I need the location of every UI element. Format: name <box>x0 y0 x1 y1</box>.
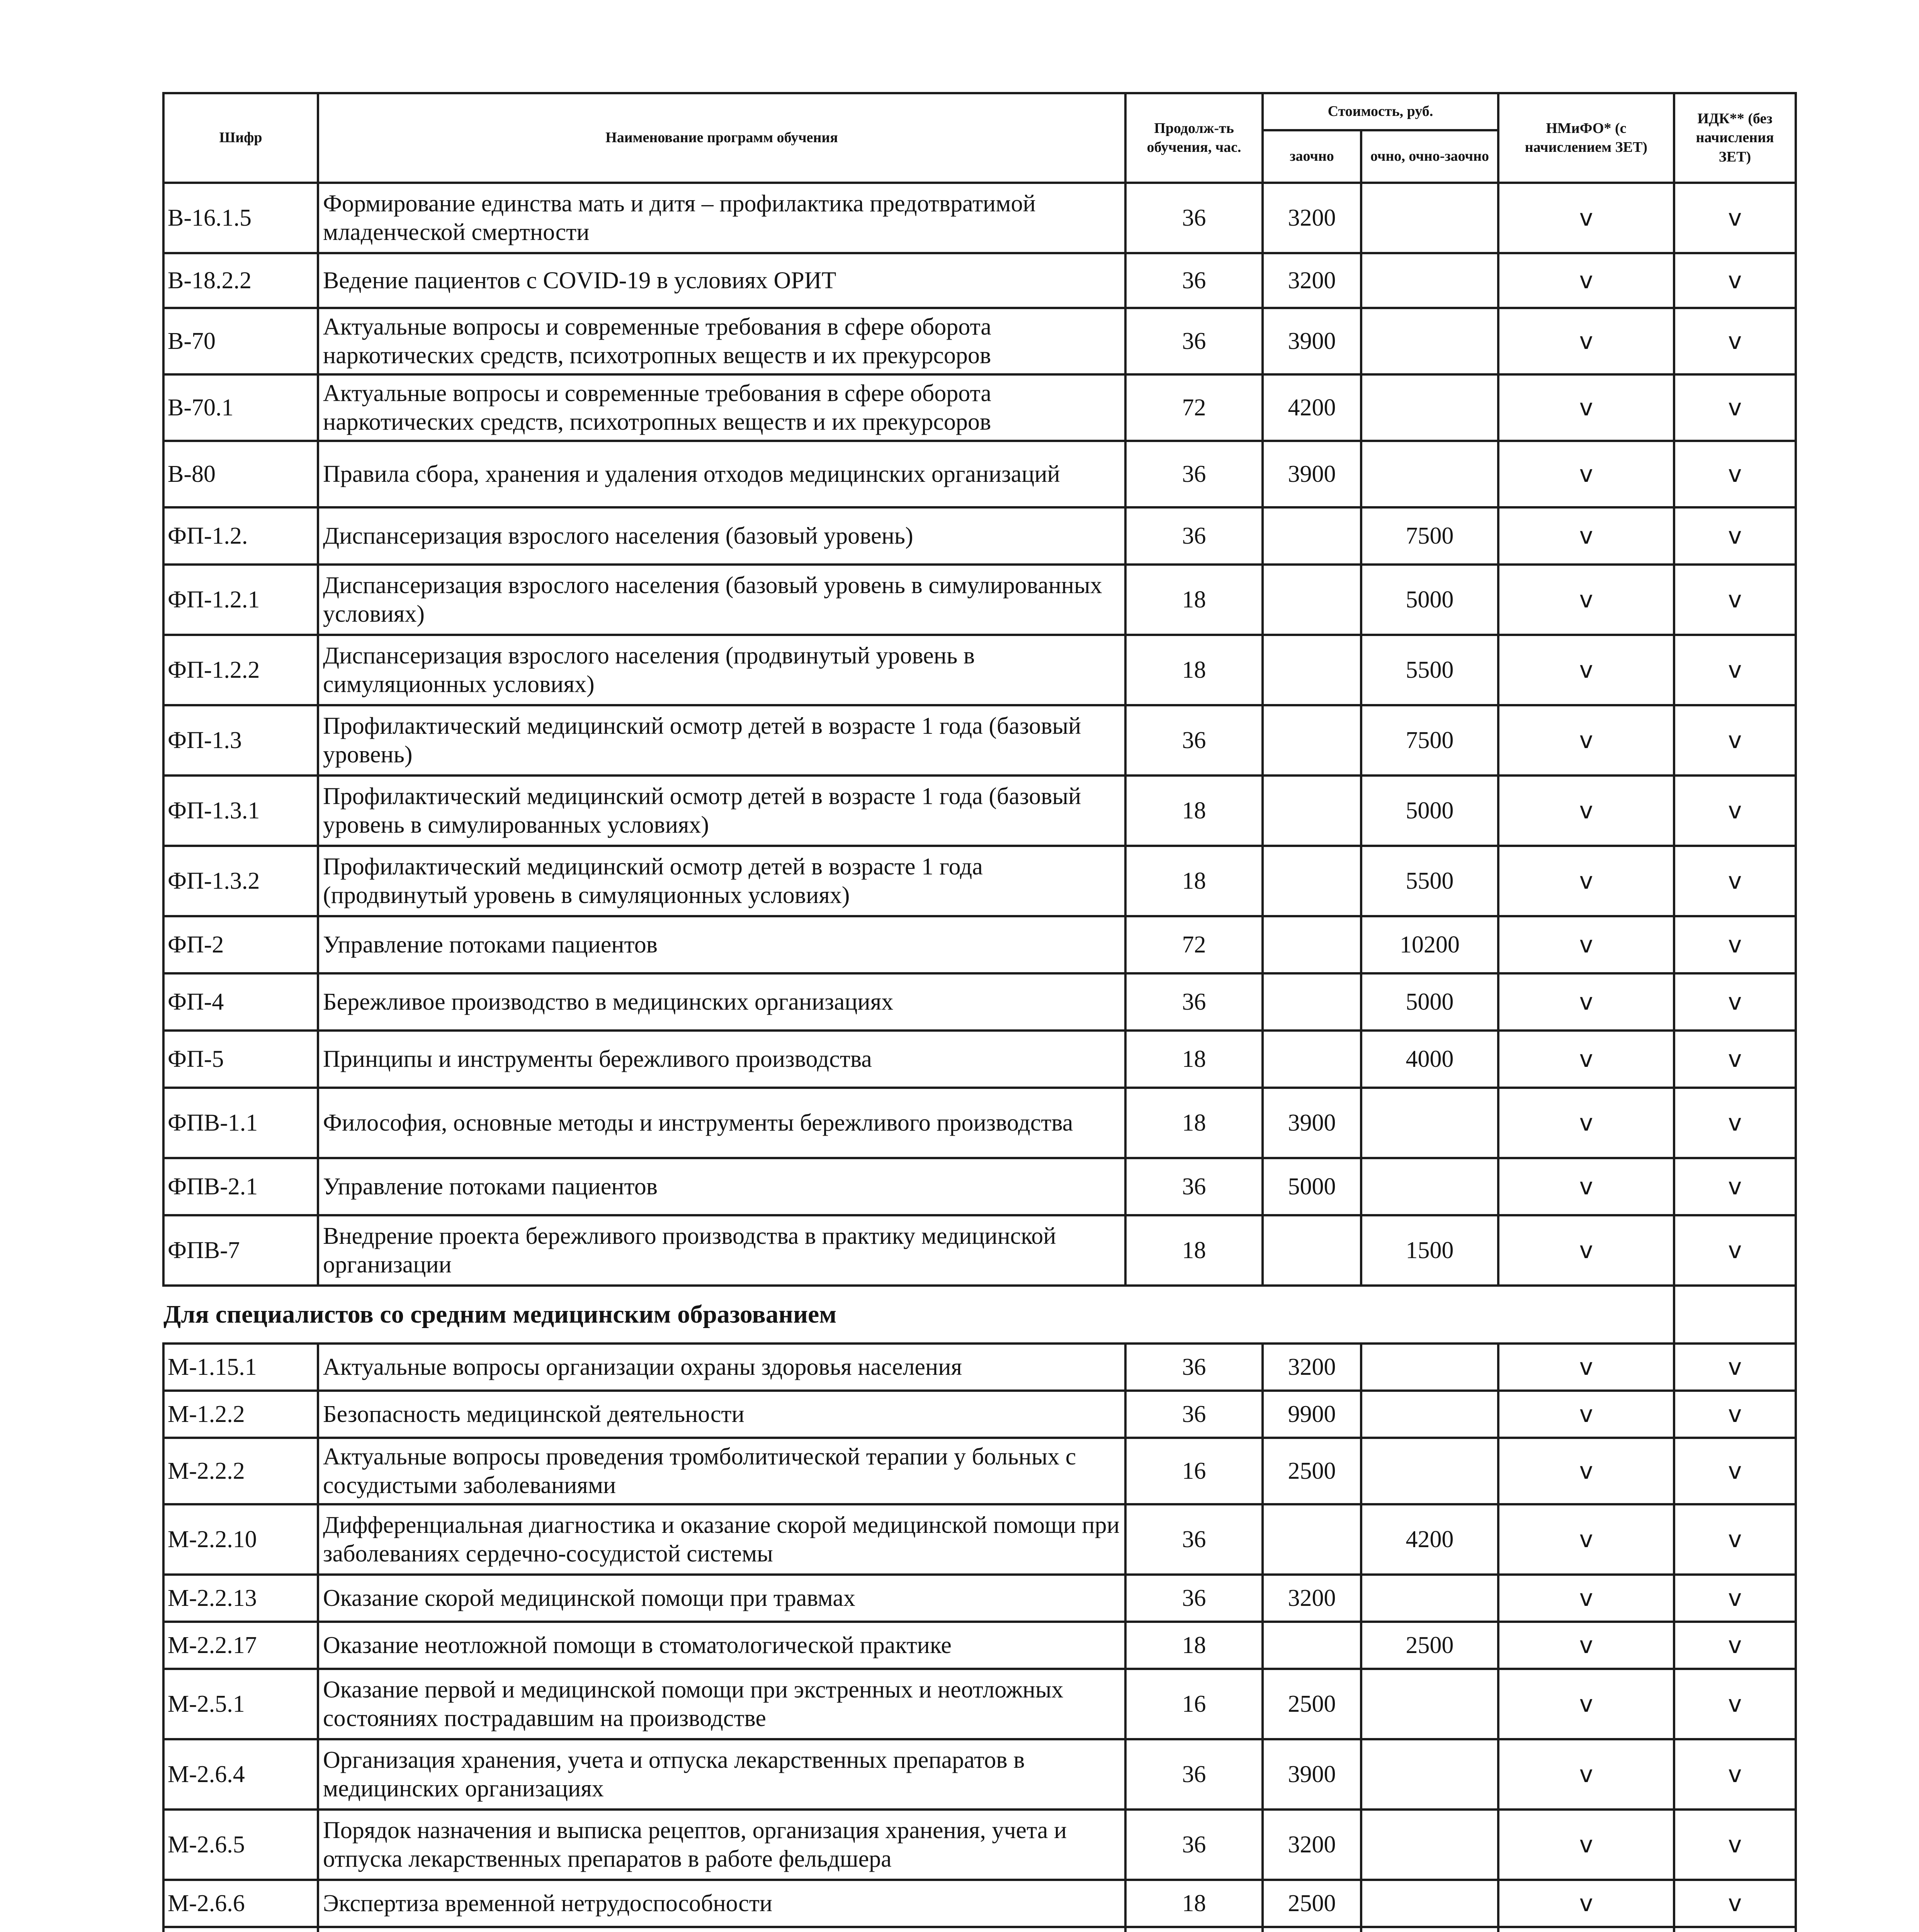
program-hours: 36 <box>1125 973 1263 1031</box>
idk-check-mark: v <box>1674 1669 1796 1739</box>
cost-mixed <box>1361 1669 1498 1739</box>
program-code: В-16.1.5 <box>163 183 318 253</box>
cost-mixed: 5000 <box>1361 973 1498 1031</box>
idk-check-mark: v <box>1674 1504 1796 1575</box>
program-code: М-2.6.6 <box>163 1880 318 1927</box>
section-title: Для специалистов со средним медицинским образованием <box>163 1286 1674 1344</box>
table-row <box>163 1880 1796 1927</box>
program-code: М-2.6.4 <box>163 1739 318 1810</box>
program-name: Оказание первой и медицинской помощи при экстренных и неотложных состояниях пострадавшим на производстве <box>318 1669 1125 1739</box>
nmifo-check-mark: v <box>1498 1504 1674 1575</box>
idk-check-mark: v <box>1674 705 1796 776</box>
header-duration: Продолж-ть обучения, час. <box>1125 93 1263 183</box>
cost-distance <box>1263 1031 1361 1088</box>
program-code: ФП-1.2.2 <box>163 635 318 705</box>
program-name: Внедрение проекта бережливого производства в практику медицинской организации <box>318 1215 1125 1286</box>
idk-check-mark: v <box>1674 1575 1796 1622</box>
program-hours: 18 <box>1125 1031 1263 1088</box>
idk-check-mark: v <box>1674 1438 1796 1504</box>
cost-distance <box>1263 507 1361 565</box>
nmifo-check-mark: v <box>1498 1088 1674 1158</box>
idk-check-mark: v <box>1674 374 1796 441</box>
cost-distance: 3900 <box>1263 441 1361 507</box>
cost-mixed: 7500 <box>1361 705 1498 776</box>
program-code: ФП-1.2.1 <box>163 565 318 635</box>
table-row <box>163 308 1796 374</box>
program-hours: 72 <box>1125 916 1263 973</box>
cost-distance <box>1263 1215 1361 1286</box>
nmifo-check-mark: v <box>1498 565 1674 635</box>
table-row <box>163 183 1796 253</box>
cost-mixed <box>1361 374 1498 441</box>
cost-distance: 3900 <box>1263 1739 1361 1810</box>
cost-mixed: 4200 <box>1361 1504 1498 1575</box>
program-code: ФПВ-7 <box>163 1215 318 1286</box>
program-name: Формирование единства мать и дитя – профилактика предотвратимой младенческой смертности <box>318 183 1125 253</box>
idk-check-mark: v <box>1674 1810 1796 1880</box>
program-hours: 36 <box>1125 705 1263 776</box>
table-row <box>163 253 1796 308</box>
program-name: Ведение пациентов с COVID-19 в условиях ОРИТ <box>318 253 1125 308</box>
nmifo-check-mark: v <box>1498 1031 1674 1088</box>
program-name: Актуальные вопросы организации охраны здоровья населения <box>318 1344 1125 1391</box>
idk-check-mark: v <box>1674 1622 1796 1669</box>
header-idk: ИДК** (без начисления ЗЕТ) <box>1674 93 1796 183</box>
program-name: Управление потоками пациентов <box>318 1158 1125 1215</box>
program-code: М-2.2.10 <box>163 1504 318 1575</box>
cost-mixed <box>1361 1810 1498 1880</box>
program-hours: 18 <box>1125 635 1263 705</box>
cost-distance: 3900 <box>1263 308 1361 374</box>
program-code <box>163 1927 318 1932</box>
idk-check-mark: v <box>1674 776 1796 846</box>
nmifo-check-mark: v <box>1498 635 1674 705</box>
nmifo-check-mark: v <box>1498 1575 1674 1622</box>
program-name: Бережливое производство в медицинских организациях <box>318 973 1125 1031</box>
program-code: М-1.2.2 <box>163 1391 318 1438</box>
cost-distance <box>1263 916 1361 973</box>
table-row <box>163 1504 1796 1575</box>
table-header <box>163 93 1796 183</box>
cost-mixed: 7500 <box>1361 507 1498 565</box>
program-name: Актуальные вопросы и современные требования в сфере оборота наркотических средств, психотропных веществ и их прекурсоров <box>318 374 1125 441</box>
program-name: Экспертиза временной нетрудоспособности <box>318 1880 1125 1927</box>
program-code: ФП-1.3.1 <box>163 776 318 846</box>
table-row <box>163 1622 1796 1669</box>
cost-mixed <box>1361 183 1498 253</box>
idk-check-mark: v <box>1674 253 1796 308</box>
table-row <box>163 1739 1796 1810</box>
cost-distance: 3200 <box>1263 1344 1361 1391</box>
cost-mixed: 5000 <box>1361 776 1498 846</box>
program-hours: 18 <box>1125 846 1263 916</box>
program-code: ФП-2 <box>163 916 318 973</box>
idk-check-mark: v <box>1674 183 1796 253</box>
cost-mixed <box>1361 308 1498 374</box>
header-code: Шифр <box>163 93 318 183</box>
cost-distance <box>1263 1504 1361 1575</box>
cost-mixed: 1500 <box>1361 1215 1498 1286</box>
program-name: Философия, основные методы и инструменты бережливого производства <box>318 1088 1125 1158</box>
cost-mixed <box>1361 1438 1498 1504</box>
cost-mixed: 5500 <box>1361 846 1498 916</box>
program-code: В-18.2.2 <box>163 253 318 308</box>
header-nmifo: НМиФО* (с начислением ЗЕТ) <box>1498 93 1674 183</box>
idk-check-mark <box>1674 1927 1796 1932</box>
section-row <box>163 1286 1796 1344</box>
header-cost-distance: заочно <box>1263 130 1361 183</box>
idk-check-mark: v <box>1674 1088 1796 1158</box>
program-name: Оказание скорой медицинской помощи при травмах <box>318 1575 1125 1622</box>
nmifo-check-mark: v <box>1498 776 1674 846</box>
nmifo-check-mark: v <box>1498 846 1674 916</box>
program-name: Актуальные вопросы проведения тромболитической терапии у больных с сосудистыми заболеваниями <box>318 1438 1125 1504</box>
idk-check-mark: v <box>1674 1158 1796 1215</box>
idk-check-mark: v <box>1674 1031 1796 1088</box>
nmifo-check-mark: v <box>1498 1739 1674 1810</box>
cost-mixed: 10200 <box>1361 916 1498 973</box>
idk-check-mark: v <box>1674 846 1796 916</box>
idk-check-mark: v <box>1674 1344 1796 1391</box>
cost-distance: 2500 <box>1263 1669 1361 1739</box>
nmifo-check-mark: v <box>1498 1158 1674 1215</box>
program-name: Организация хранения, учета и отпуска лекарственных препаратов в медицинских организациях <box>318 1739 1125 1810</box>
nmifo-check-mark: v <box>1498 1344 1674 1391</box>
table-row <box>163 973 1796 1031</box>
idk-check-mark: v <box>1674 308 1796 374</box>
nmifo-check-mark <box>1498 1927 1674 1932</box>
nmifo-check-mark: v <box>1498 1810 1674 1880</box>
program-name: Управление потоками пациентов <box>318 916 1125 973</box>
idk-check-mark: v <box>1674 507 1796 565</box>
program-code: ФПВ-2.1 <box>163 1158 318 1215</box>
table-row <box>163 846 1796 916</box>
cost-mixed <box>1361 1344 1498 1391</box>
cost-distance: 3900 <box>1263 1088 1361 1158</box>
program-hours <box>1125 1927 1263 1932</box>
program-hours: 18 <box>1125 1880 1263 1927</box>
nmifo-check-mark: v <box>1498 1438 1674 1504</box>
program-name: Диспансеризация взрослого населения (базовый уровень в симулированных условиях) <box>318 565 1125 635</box>
table-row <box>163 1438 1796 1504</box>
program-hours: 18 <box>1125 1088 1263 1158</box>
cost-distance: 2500 <box>1263 1438 1361 1504</box>
program-name: Диспансеризация взрослого населения (базовый уровень) <box>318 507 1125 565</box>
table-row <box>163 1158 1796 1215</box>
table-row <box>163 1031 1796 1088</box>
program-code: В-80 <box>163 441 318 507</box>
nmifo-check-mark: v <box>1498 441 1674 507</box>
table-row <box>163 1088 1796 1158</box>
program-hours: 18 <box>1125 776 1263 846</box>
program-hours: 36 <box>1125 1575 1263 1622</box>
program-name: Профилактический медицинский осмотр детей в возрасте 1 года (базовый уровень) <box>318 705 1125 776</box>
cost-mixed <box>1361 1391 1498 1438</box>
table-row <box>163 1391 1796 1438</box>
program-name: Оказание неотложной помощи в стоматологической практике <box>318 1622 1125 1669</box>
cost-distance <box>1263 565 1361 635</box>
cost-distance <box>1263 635 1361 705</box>
program-name: Профилактический медицинский осмотр детей в возрасте 1 года (продвинутый уровень в симуляционных условиях) <box>318 846 1125 916</box>
program-code: М-1.15.1 <box>163 1344 318 1391</box>
header-cost: Стоимость, руб. <box>1263 93 1498 130</box>
idk-check-mark: v <box>1674 916 1796 973</box>
nmifo-check-mark: v <box>1498 1391 1674 1438</box>
program-hours: 18 <box>1125 565 1263 635</box>
program-hours: 16 <box>1125 1669 1263 1739</box>
cost-distance: 3200 <box>1263 253 1361 308</box>
program-name: Дифференциальная диагностика и оказание скорой медицинской помощи при заболеваниях сердечно-сосудистой системы <box>318 1504 1125 1575</box>
table-row <box>163 565 1796 635</box>
nmifo-check-mark: v <box>1498 507 1674 565</box>
table-row <box>163 916 1796 973</box>
program-name <box>318 1927 1125 1932</box>
table-row <box>163 374 1796 441</box>
program-hours: 36 <box>1125 441 1263 507</box>
cost-distance: 3200 <box>1263 1810 1361 1880</box>
table-row <box>163 705 1796 776</box>
program-name: Диспансеризация взрослого населения (продвинутый уровень в симуляционных условиях) <box>318 635 1125 705</box>
nmifo-check-mark: v <box>1498 1215 1674 1286</box>
cost-distance: 4200 <box>1263 374 1361 441</box>
table-row <box>163 1215 1796 1286</box>
section-empty-cell <box>1674 1286 1796 1344</box>
cost-mixed: 5000 <box>1361 565 1498 635</box>
programs-table <box>162 92 1797 1932</box>
program-code: В-70.1 <box>163 374 318 441</box>
cost-mixed <box>1361 1739 1498 1810</box>
nmifo-check-mark: v <box>1498 973 1674 1031</box>
table-row <box>163 1669 1796 1739</box>
cost-mixed <box>1361 253 1498 308</box>
cost-distance: 2500 <box>1263 1880 1361 1927</box>
nmifo-check-mark: v <box>1498 374 1674 441</box>
program-hours: 72 <box>1125 374 1263 441</box>
program-hours: 36 <box>1125 1504 1263 1575</box>
idk-check-mark: v <box>1674 1215 1796 1286</box>
table-row <box>163 635 1796 705</box>
program-code: М-2.2.13 <box>163 1575 318 1622</box>
table-row <box>163 441 1796 507</box>
nmifo-check-mark: v <box>1498 1880 1674 1927</box>
nmifo-check-mark: v <box>1498 916 1674 973</box>
idk-check-mark: v <box>1674 565 1796 635</box>
program-code: М-2.2.2 <box>163 1438 318 1504</box>
cost-mixed <box>1361 441 1498 507</box>
cost-mixed: 2500 <box>1361 1622 1498 1669</box>
header-name: Наименование программ обучения <box>318 93 1125 183</box>
cost-mixed <box>1361 1158 1498 1215</box>
program-hours: 16 <box>1125 1438 1263 1504</box>
program-hours: 36 <box>1125 1391 1263 1438</box>
idk-check-mark: v <box>1674 635 1796 705</box>
program-name: Актуальные вопросы и современные требования в сфере оборота наркотических средств, психотропных веществ и их прекурсоров <box>318 308 1125 374</box>
table-body-nurses <box>163 1344 1796 1932</box>
cost-mixed: 4000 <box>1361 1031 1498 1088</box>
cost-distance <box>1263 973 1361 1031</box>
program-name: Правила сбора, хранения и удаления отходов медицинских организаций <box>318 441 1125 507</box>
cost-distance <box>1263 846 1361 916</box>
table-row <box>163 776 1796 846</box>
cost-distance: 9900 <box>1263 1391 1361 1438</box>
idk-check-mark: v <box>1674 973 1796 1031</box>
header-cost-mixed: очно, очно-заочно <box>1361 130 1498 183</box>
program-hours: 18 <box>1125 1215 1263 1286</box>
program-name: Профилактический медицинский осмотр детей в возрасте 1 года (базовый уровень в симулированных условиях) <box>318 776 1125 846</box>
idk-check-mark: v <box>1674 1880 1796 1927</box>
cost-distance <box>1263 1927 1361 1932</box>
program-name: Порядок назначения и выписка рецептов, организация хранения, учета и отпуска лекарственных препаратов в работе фельдшера <box>318 1810 1125 1880</box>
program-hours: 36 <box>1125 507 1263 565</box>
program-code: М-2.6.5 <box>163 1810 318 1880</box>
cost-distance <box>1263 776 1361 846</box>
cost-mixed <box>1361 1880 1498 1927</box>
program-hours: 36 <box>1125 308 1263 374</box>
cost-distance: 5000 <box>1263 1158 1361 1215</box>
idk-check-mark: v <box>1674 441 1796 507</box>
nmifo-check-mark: v <box>1498 253 1674 308</box>
cost-distance: 3200 <box>1263 1575 1361 1622</box>
program-hours: 36 <box>1125 1344 1263 1391</box>
program-code: ФП-1.2. <box>163 507 318 565</box>
program-code: ФП-4 <box>163 973 318 1031</box>
cost-mixed <box>1361 1088 1498 1158</box>
table-row <box>163 507 1796 565</box>
program-hours: 18 <box>1125 1622 1263 1669</box>
program-hours: 36 <box>1125 183 1263 253</box>
program-hours: 36 <box>1125 1810 1263 1880</box>
program-code: М-2.5.1 <box>163 1669 318 1739</box>
program-code: ФП-5 <box>163 1031 318 1088</box>
price-list-sheet <box>162 92 1795 1932</box>
cost-distance: 3200 <box>1263 183 1361 253</box>
idk-check-mark: v <box>1674 1391 1796 1438</box>
program-code: ФП-1.3.2 <box>163 846 318 916</box>
cost-distance <box>1263 1622 1361 1669</box>
program-code: В-70 <box>163 308 318 374</box>
table-row <box>163 1810 1796 1880</box>
table-row <box>163 1927 1796 1932</box>
table-row <box>163 1575 1796 1622</box>
cost-mixed <box>1361 1575 1498 1622</box>
cost-distance <box>1263 705 1361 776</box>
program-code: ФП-1.3 <box>163 705 318 776</box>
cost-mixed <box>1361 1927 1498 1932</box>
program-hours: 36 <box>1125 253 1263 308</box>
cost-mixed: 5500 <box>1361 635 1498 705</box>
table-row <box>163 1344 1796 1391</box>
nmifo-check-mark: v <box>1498 308 1674 374</box>
program-name: Безопасность медицинской деятельности <box>318 1391 1125 1438</box>
table-body-physicians <box>163 183 1796 1286</box>
program-name: Принципы и инструменты бережливого производства <box>318 1031 1125 1088</box>
nmifo-check-mark: v <box>1498 1669 1674 1739</box>
program-code: М-2.2.17 <box>163 1622 318 1669</box>
nmifo-check-mark: v <box>1498 705 1674 776</box>
program-hours: 36 <box>1125 1158 1263 1215</box>
program-hours: 36 <box>1125 1739 1263 1810</box>
program-code: ФПВ-1.1 <box>163 1088 318 1158</box>
nmifo-check-mark: v <box>1498 183 1674 253</box>
idk-check-mark: v <box>1674 1739 1796 1810</box>
nmifo-check-mark: v <box>1498 1622 1674 1669</box>
section-row-wrapper <box>163 1286 1796 1344</box>
